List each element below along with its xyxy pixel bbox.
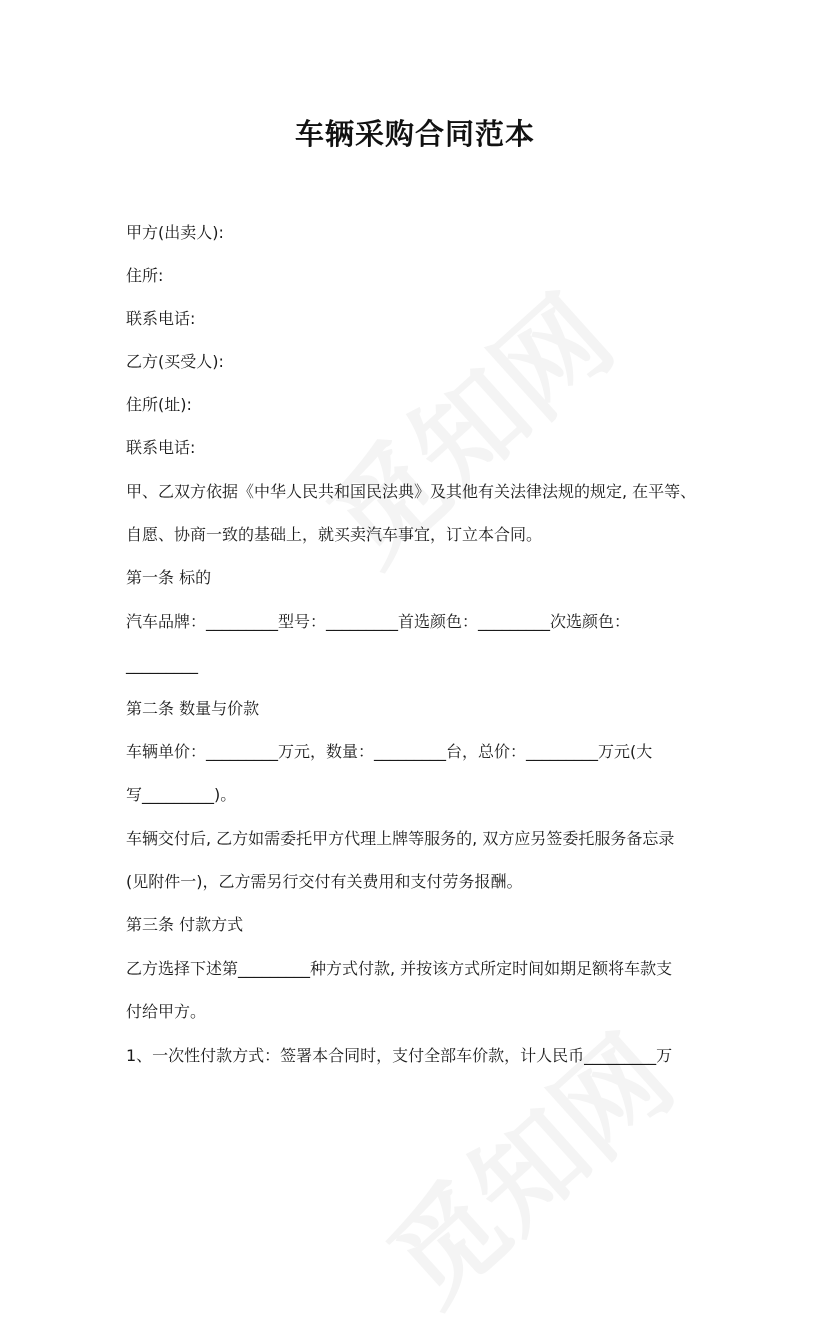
article-2-line-3: 车辆交付后, 乙方如需委托甲方代理上牌等服务的, 双方应另签委托服务备忘录 bbox=[126, 829, 675, 848]
article-2-heading: 第二条 数量与价款 bbox=[126, 699, 260, 718]
article-3-line-3: 1、一次性付款方式：签署本合同时，支付全部车价款，计人民币_________万 bbox=[126, 1046, 673, 1065]
article-3-line-1: 乙方选择下述第_________种方式付款, 并按该方式所定时间如期足额将车款支 bbox=[126, 959, 673, 978]
article-3-heading: 第三条 付款方式 bbox=[126, 915, 244, 934]
party-b-label: 乙方(买受人): bbox=[126, 352, 224, 371]
article-1-heading: 第一条 标的 bbox=[126, 568, 212, 587]
party-b-address: 住所(址): bbox=[126, 395, 192, 414]
party-a-address: 住所: bbox=[126, 266, 164, 285]
article-2-line-4: (见附件一)，乙方需另行交付有关费用和支付劳务报酬。 bbox=[126, 872, 523, 891]
article-1-line-1: 汽车品牌：_________型号：_________首选颜色：_________次选颜色： bbox=[126, 612, 631, 631]
preamble-line-1: 甲、乙双方依据《中华人民共和国民法典》及其他有关法律法规的规定, 在平等、 bbox=[126, 482, 697, 501]
party-b-phone: 联系电话: bbox=[126, 438, 196, 457]
party-a-label: 甲方(出卖人): bbox=[126, 223, 224, 242]
article-2-line-1: 车辆单价：_________万元，数量：_________台，总价：_________万元(大 bbox=[126, 742, 653, 761]
preamble-line-2: 自愿、协商一致的基础上，就买卖汽车事宜，订立本合同。 bbox=[126, 525, 543, 544]
article-1-line-2: _________ bbox=[126, 655, 198, 674]
document-title: 车辆采购合同范本 bbox=[294, 117, 535, 151]
article-3-line-2: 付给甲方。 bbox=[126, 1002, 207, 1021]
article-2-line-2: 写_________)。 bbox=[126, 785, 237, 804]
party-a-phone: 联系电话: bbox=[126, 309, 196, 328]
